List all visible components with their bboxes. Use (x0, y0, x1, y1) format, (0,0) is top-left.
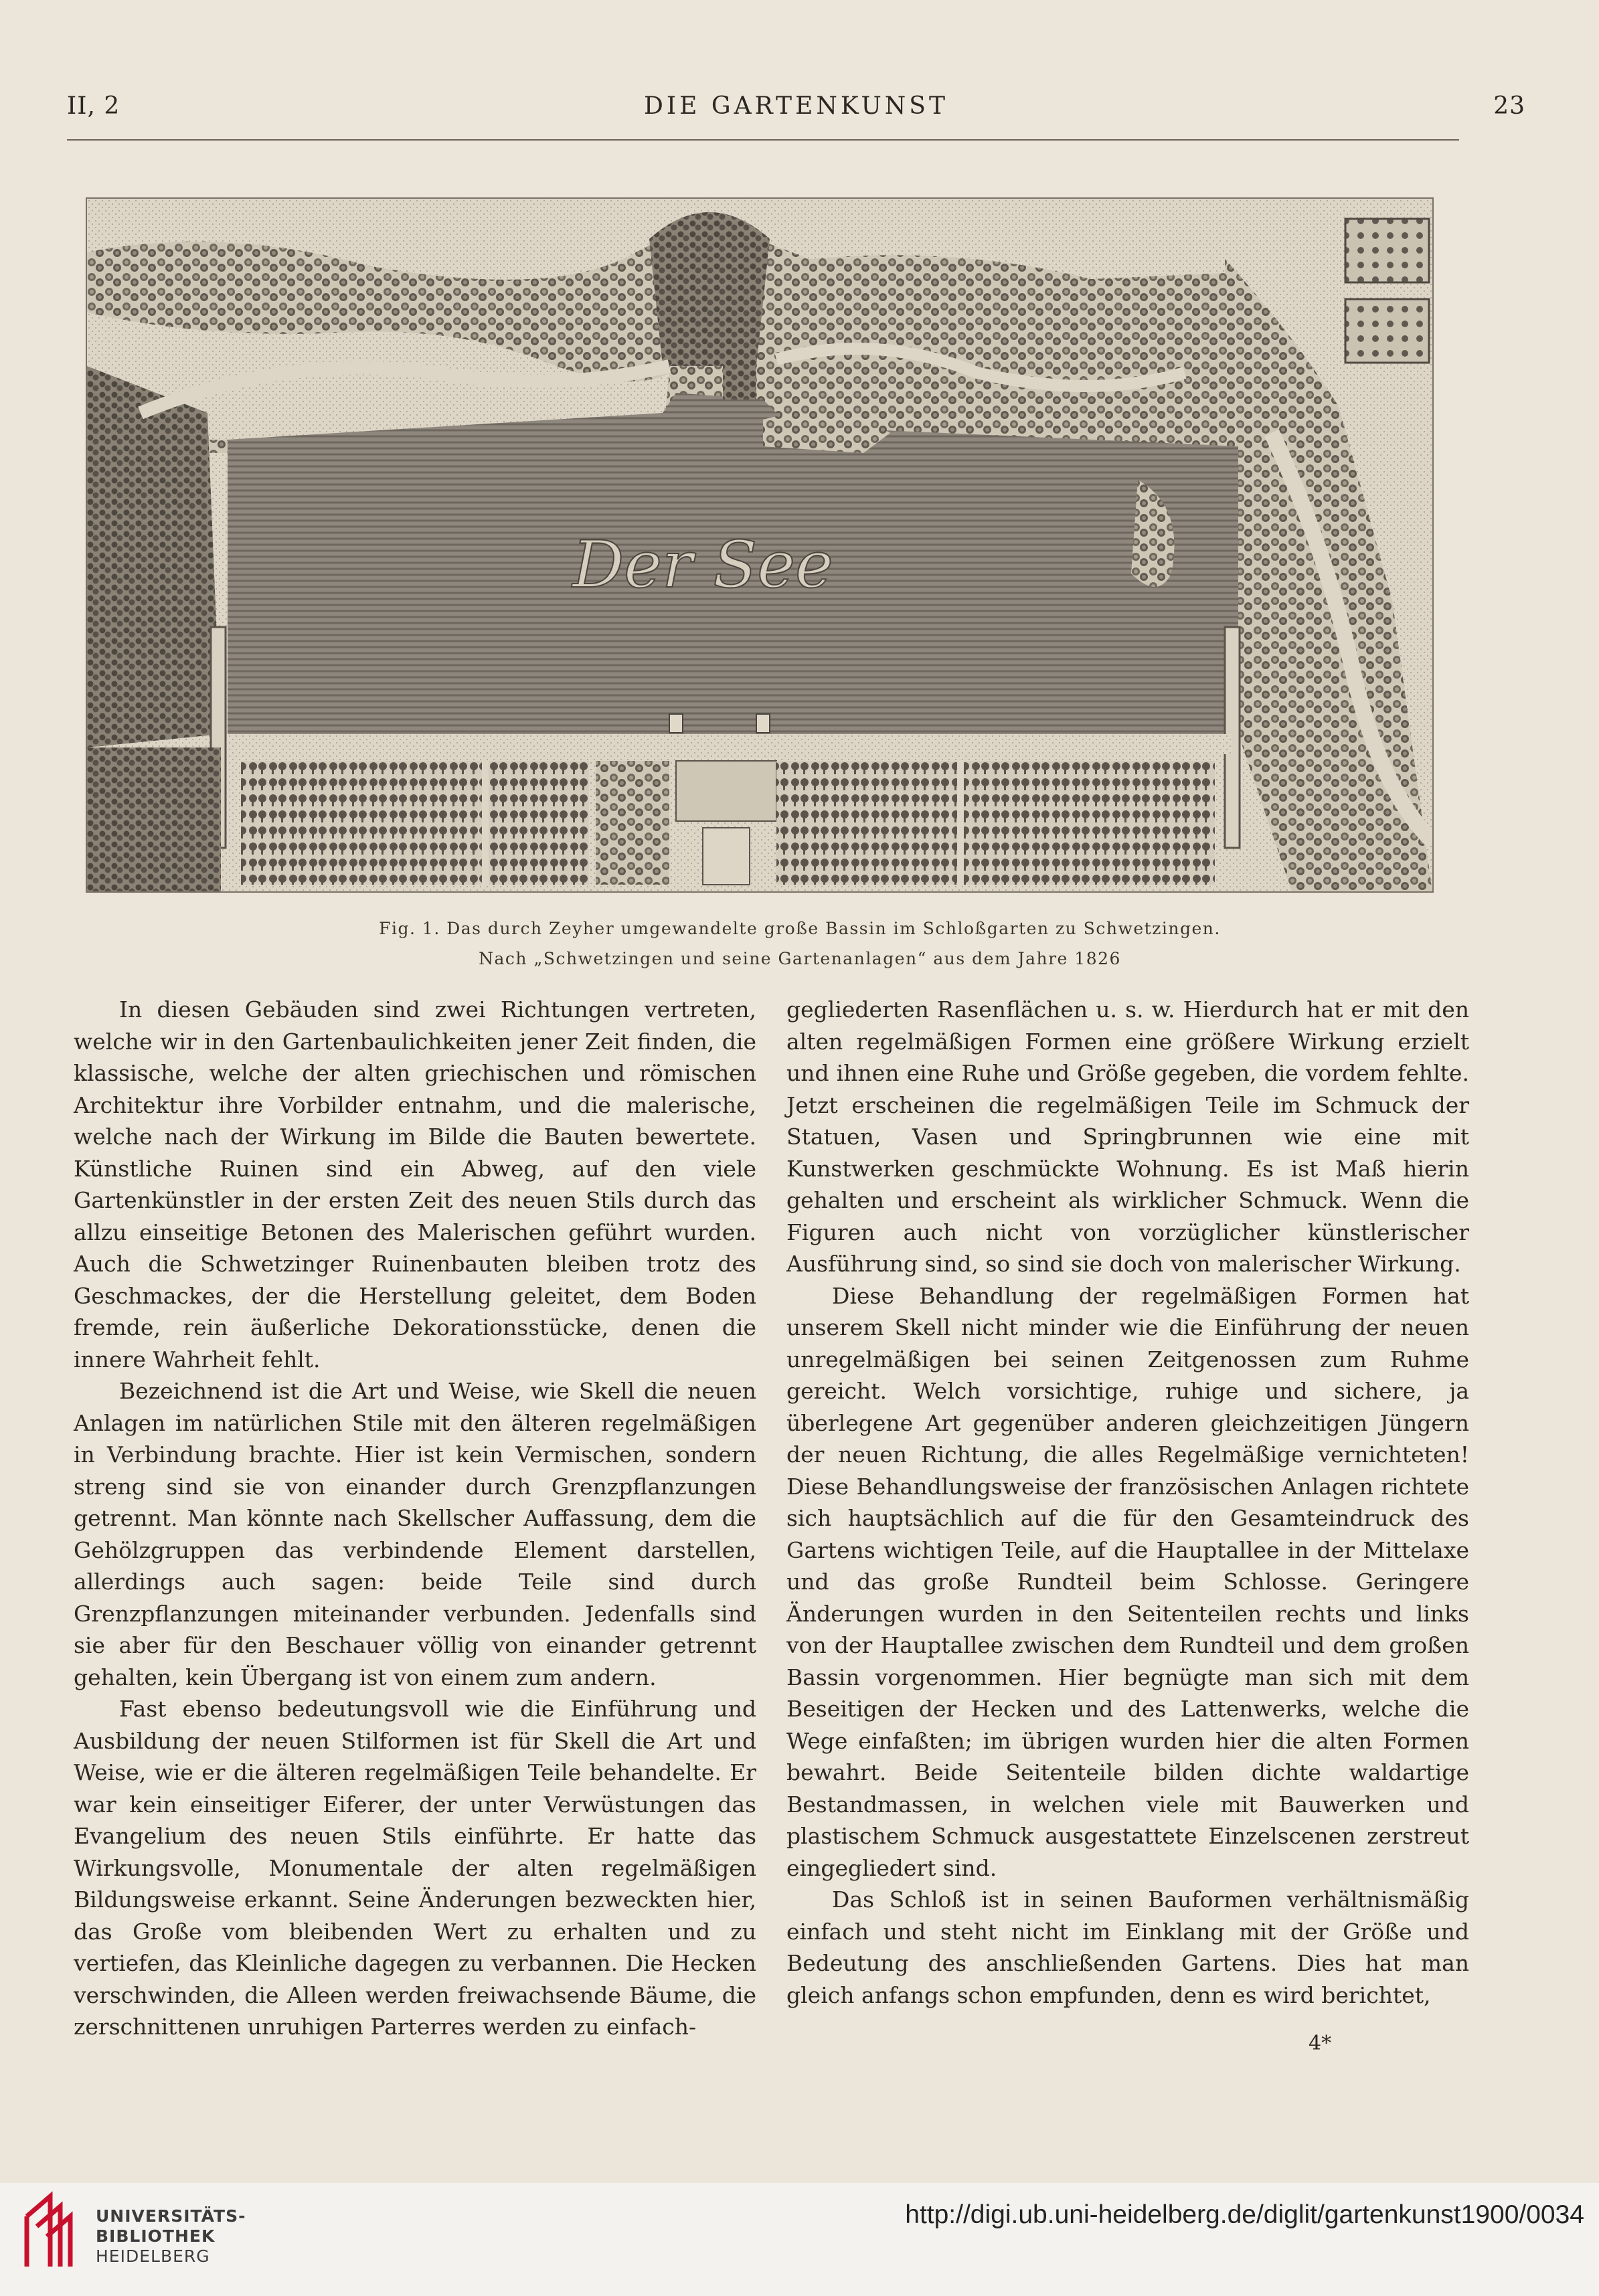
library-name-line3: HEIDELBERG (96, 2246, 210, 2266)
garden-plan-illustration (87, 199, 1432, 891)
page-number: 23 (1493, 92, 1525, 120)
paragraph: Das Schloß ist in seinen Bauformen verhältnismäßig einfach und steht nicht im Einklang mit der Größe und Bedeutung des anschließenden Gartens. Dies hat man gleich anfangs schon empfunden, denn es wird berichtet, (786, 1886, 1469, 2008)
library-name-line1: UNIVERSITÄTS- (96, 2206, 246, 2226)
garden-plan-figure (86, 197, 1434, 893)
journal-title: DIE GARTENKUNST (644, 92, 948, 120)
library-name-line2: BIBLIOTHEK (96, 2226, 216, 2246)
source-url-link[interactable]: http://digi.ub.uni-heidelberg.de/diglit/gartenkunst1900/0034 (905, 2200, 1584, 2229)
paragraph: Bezeichnend ist die Art und Weise, wie Skell die neuen Anlagen im natürlichen Stile mit den älteren regelmäßigen in Verbindung brachte. Hier ist kein Vermischen, sondern streng sind sie von einander durch Grenzpflanzungen getrennt. Man könnte nach Skellscher Auffassung, dem die Gehölzgruppen das verbindende Element darstellen, allerdings auch sagen: beide Teile sind durch Grenzpflanzungen miteinander verbunden. Jedenfalls sind sie aber für den Beschauer völlig von einander getrennt gehalten, kein Übergang ist von einem zum andern. (74, 1378, 756, 1690)
paragraph: gegliederten Rasenflächen u. s. w. Hierdurch hat er mit den alten regelmäßigen Formen eine größere Wirkung erzielt und ihnen eine Ruhe und Größe gegeben, die vordem fehlte. Jetzt erscheinen die regelmäßigen Teile im Schmuck der Statuen, Vasen und Springbrunnen wie eine mit Kunstwerken geschmückte Wohnung. Es ist Maß hierin gehalten und erscheint als wirklicher Schmuck. Wenn die Figuren auch nicht von vorzüglicher künstlerischer Ausführung sind, so sind sie doch von malerischer Wirkung. (786, 996, 1469, 1277)
right-column (786, 994, 1469, 2011)
running-head (67, 92, 1525, 133)
figure-caption-line2: Nach „Schwetzingen und seine Gartenanlagen“ aus dem Jahre 1826 (479, 949, 1121, 968)
left-column (74, 994, 756, 2043)
paragraph: Fast ebenso bedeutungsvoll wie die Einführung und Ausbildung der neuen Stilformen ist für Skell die Art und Weise, wie er die älteren regelmäßigen Teile behandelte. Er war kein einseitiger Eiferer, der unter Verwüstungen das Evangelium des neuen Stils einführte. Er hatte das Wirkungsvolle, Monumentale der alten regelmäßigen Bildungsweise erkannt. Seine Änderungen bezweckten hier, das Große vom bleibenden Wert zu erhalten und zu vertiefen, das Kleinliche dagegen zu verbannen. Die Hecken verschwinden, die Alleen werden freiwachsende Bäume, die zerschnittenen unruhigen Parterres werden zu einfach- (74, 1696, 756, 2040)
figure-caption-line1: Fig. 1. Das durch Zeyher umgewandelte große Bassin im Schloßgarten zu Schwetzingen. (379, 919, 1221, 938)
signature-mark: 4* (1309, 2032, 1332, 2055)
volume-number: II, 2 (67, 92, 120, 120)
paragraph: Diese Behandlung der regelmäßigen Formen hat unserem Skell nicht minder wie die Einführung der neuen unregelmäßigen bei seinen Zeitgenossen zum Ruhme gereicht. Welch vorsichtige, ruhige und sichere, ja überlegene Art gegenüber anderen gleichzeitigen Jüngern der neuen Richtung, die alles Regelmäßige vernichteten! Diese Behandlungsweise der französischen Anlagen richtete sich hauptsächlich auf die für den Gesamteindruck des Gartens wichtigen Teile, auf die Hauptallee in der Mittelaxe und das große Rundteil beim Schlosse. Geringere Änderungen wurden in den Seitenteilen rechts und links von der Hauptallee zwischen dem Rundteil und dem großen Bassin vorgenommen. Hier begnügte man sich mit dem Beseitigen der Hecken und des Lattenwerks, welche die Wege einfaßten; im übrigen wurden hier die alten Formen bewahrt. Beide Seitenteile bilden dichte waldartige Bestandmassen, in welchen viele mit Bauwerken und plastischem Schmuck ausgestattete Einzelscenen zerstreut eingegliedert sind. (786, 1282, 1469, 1881)
paragraph: In diesen Gebäuden sind zwei Richtungen vertreten, welche wir in den Gartenbaulichkeiten jener Zeit finden, die klassische, welche der alten griechischen und römischen Architektur ihre Vorbilder entnahm, und die malerische, welche nach der Wirkung im Bilde die Bauten bewertete. Künstliche Ruinen sind ein Abweg, auf den viele Gartenkünstler in der ersten Zeit des neuen Stils durch das allzu einseitige Betonen des Malerischen geführt wurden. Auch die Schwetzinger Ruinenbauten bleiben trotz des Geschmackes, der die Herstellung geleitet, dem Boden fremde, rein äußerliche Dekorationsstücke, denen die innere Wahrheit fehlt. (74, 996, 756, 1373)
map-label: Der See (572, 527, 833, 602)
header-rule (67, 139, 1459, 141)
library-logo-icon (20, 2190, 87, 2273)
library-name (96, 2206, 246, 2267)
